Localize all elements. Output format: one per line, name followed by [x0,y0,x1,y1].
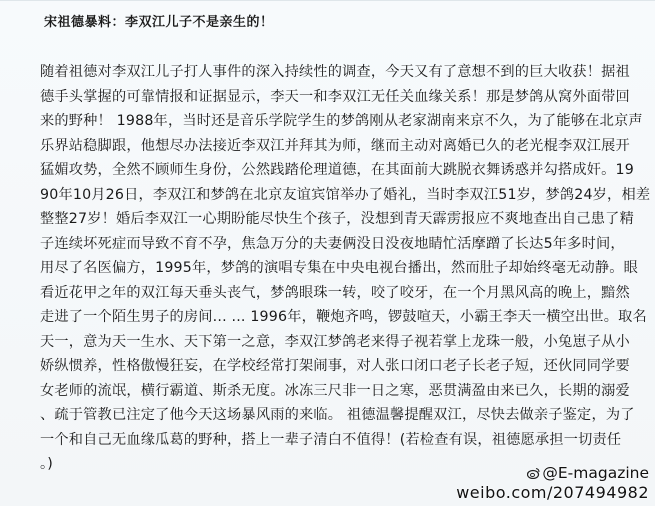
watermark-handle-text: @E-magazine [542,464,649,482]
article-body [40,60,654,477]
article-line: 乐界站稳脚跟，他想尽办法接近李双江并拜其为师，继而主动对离婚已久的老光棍李双江展开 [40,137,630,154]
article-line: 来的野种！ 1988年，当时还是音乐学院学生的梦鸽刚从老家湖南来京不久，为了能够在北京声 [40,113,643,129]
weibo-icon [527,465,540,477]
article-line: 90年10月26日，李双江和梦鸽在北京友谊宾馆举办了婚礼，当时李双江51岁，梦鸽24岁，相差 [40,186,651,203]
article-line: 猛媚攻势，全然不顾师生身份，公然践踏伦理道德，在其面前大跳脱衣舞诱惑并勾搭成奸。19 [40,162,634,178]
article-line: 走进了一个陌生男子的房间... ... 1996年，鞭炮齐鸣，锣鼓喧天，小霸王李天一横空出世。取名 [40,309,647,325]
article-line: 德手头掌握的可靠情报和证据显示，李天一和李双江无任关血缘关系！那是梦鸽从窝外面带回 [40,88,630,105]
article-line: 。) [40,456,54,472]
article-title: 宋祖德暴料：李双江儿子不是亲生的！ [44,15,274,30]
article-line: 天一，意为天一生水、天下第一之意，李双江梦鸽老来得子视若掌上龙珠一般，小兔崽子从小 [40,333,630,350]
article-line: 随着祖德对李双江儿子打人事件的深入持续性的调查，今天又有了意想不到的巨大收获！据祖 [40,64,630,80]
article-line: 子连续坏死症而导致不育不孕，焦急万分的夫妻俩没日没夜地睛忙活摩蹭了长达5年多时间， [40,235,625,252]
article-line: 一个和自己无血缘瓜葛的野种，搭上一辈子清白不值得！(若检查有误，祖德愿承担一切责任 [40,431,622,448]
article-line: 女老师的流氓，横行霸道、斯杀无度。冰冻三尺非一日之寒，恶贯满盈由来已久，长期的溺爱 [40,382,630,399]
watermark-url: weibo.com/207494982 [456,483,649,502]
article-line: 整整27岁！婚后李双江一心期盼能尽快生个孩子，没想到青天霹雳报应不爽地查出自己患了精 [40,211,634,227]
article-line: 看近花甲之年的双江每天垂头丧气，梦鸽眼珠一转，咬了咬牙，在一个月黑风高的晚上，黯然 [40,284,630,301]
article-line: 娇纵惯养，性格傲慢狂妄，在学校经常打架闹事，对人张口闭口老子长老子短，还伙同同学要 [40,358,630,374]
watermark-handle [527,464,649,482]
article-line: 、疏于管教已注定了他今天这场暴风雨的来临。 祖德温馨提醒双江，尽快去做亲子鉴定，为了 [40,407,635,423]
article-line: 用尽了名医偏方，1995年，梦鸽的演唱专集在中央电视台播出，然而肚子却始终毫无动静。眼 [40,260,639,276]
